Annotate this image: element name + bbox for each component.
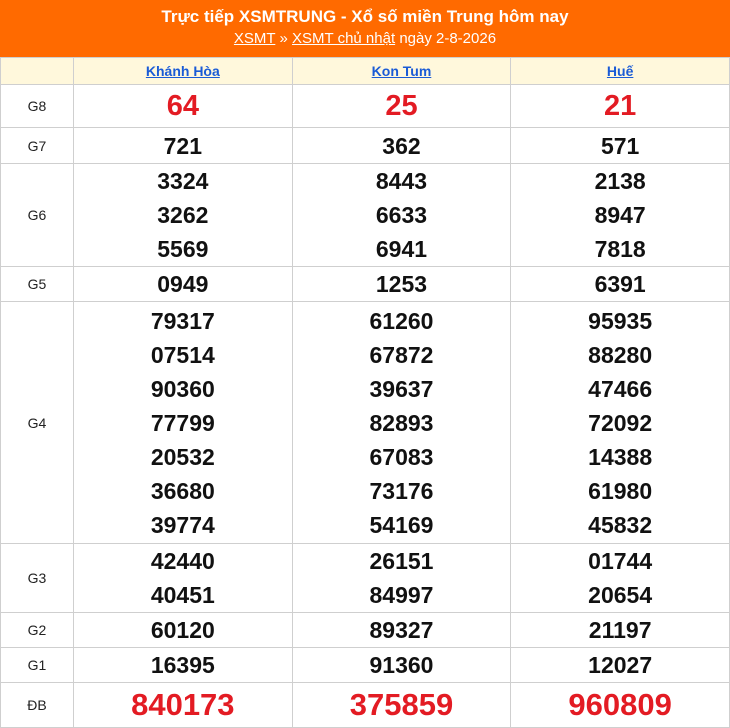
prize-cell bbox=[511, 128, 730, 164]
prize-number: 77799 bbox=[150, 409, 215, 436]
province-header bbox=[292, 58, 511, 85]
prize-number: 60120 bbox=[150, 617, 215, 643]
prize-number: 16395 bbox=[150, 652, 215, 678]
prize-number: 20532 bbox=[150, 443, 215, 470]
prize-row-db bbox=[1, 683, 730, 728]
province-link-kon-tum[interactable]: Kon Tum bbox=[371, 63, 432, 79]
prize-cell bbox=[292, 544, 511, 613]
prize-number: 721 bbox=[163, 132, 203, 159]
prize-number: 571 bbox=[600, 132, 640, 159]
prize-number: 26151 bbox=[369, 548, 434, 574]
prize-cell bbox=[511, 267, 730, 302]
prize-row-g2 bbox=[1, 613, 730, 648]
prize-number: 960809 bbox=[568, 687, 672, 722]
prize-number: 2138 bbox=[594, 168, 646, 194]
prize-number: 6633 bbox=[375, 202, 428, 228]
header-empty-cell bbox=[1, 58, 74, 85]
prize-row-g1 bbox=[1, 648, 730, 683]
prize-number: 47466 bbox=[588, 375, 653, 402]
breadcrumb-date: ngày 2-8-2026 bbox=[399, 30, 497, 47]
prize-cell bbox=[292, 648, 511, 683]
results-table bbox=[0, 57, 730, 728]
prize-label: ĐB bbox=[1, 683, 74, 728]
prize-cell bbox=[511, 85, 730, 128]
prize-number: 84997 bbox=[369, 582, 434, 608]
prize-number: 5569 bbox=[157, 236, 209, 262]
prize-number: 12027 bbox=[588, 652, 653, 678]
prize-cell bbox=[292, 267, 511, 302]
prize-number: 61260 bbox=[369, 307, 434, 334]
prize-label: G5 bbox=[1, 267, 74, 302]
prize-number: 14388 bbox=[588, 443, 653, 470]
prize-cell bbox=[292, 85, 511, 128]
prize-row-g8 bbox=[1, 85, 730, 128]
prize-number: 01744 bbox=[588, 548, 653, 574]
prize-cell bbox=[511, 648, 730, 683]
prize-cell bbox=[74, 128, 293, 164]
prize-number: 8947 bbox=[594, 202, 646, 228]
breadcrumb-link-xsmt[interactable]: XSMT bbox=[233, 30, 276, 47]
prize-label: G1 bbox=[1, 648, 74, 683]
prize-cell bbox=[511, 544, 730, 613]
prize-number: 36680 bbox=[150, 477, 215, 504]
prize-number: 39637 bbox=[369, 375, 434, 402]
page-title: Trực tiếp XSMTRUNG - Xổ số miền Trung hôm nay bbox=[161, 7, 569, 26]
prize-label: G3 bbox=[1, 544, 74, 613]
prize-number: 0949 bbox=[157, 271, 209, 297]
prize-number: 67083 bbox=[369, 443, 434, 470]
province-link-hue[interactable]: Huế bbox=[606, 63, 634, 79]
prize-number: 3324 bbox=[157, 168, 209, 194]
prize-number: 07514 bbox=[150, 341, 215, 368]
prize-cell bbox=[74, 85, 293, 128]
prize-number: 45832 bbox=[588, 511, 653, 538]
breadcrumb-link-xsmt-sunday[interactable]: XSMT chủ nhật bbox=[292, 30, 396, 47]
prize-cell bbox=[511, 683, 730, 728]
prize-number: 20654 bbox=[588, 582, 653, 608]
prize-cell bbox=[292, 302, 511, 544]
results-body bbox=[1, 85, 730, 728]
breadcrumb-separator: » bbox=[279, 30, 288, 47]
prize-number: 42440 bbox=[150, 548, 215, 574]
province-link-khanh-hoa[interactable]: Khánh Hòa bbox=[145, 63, 220, 79]
prize-row-g7 bbox=[1, 128, 730, 164]
prize-number: 89327 bbox=[369, 617, 434, 643]
prize-number: 1253 bbox=[375, 271, 428, 297]
prize-cell bbox=[511, 613, 730, 648]
prize-label: G7 bbox=[1, 128, 74, 164]
province-header bbox=[74, 58, 293, 85]
prize-number: 21 bbox=[604, 90, 637, 122]
prize-number: 79317 bbox=[150, 307, 215, 334]
prize-cell bbox=[74, 164, 293, 267]
prize-number: 6941 bbox=[375, 236, 428, 262]
prize-row-g6 bbox=[1, 164, 730, 267]
prize-row-g4 bbox=[1, 302, 730, 544]
prize-number: 91360 bbox=[369, 652, 434, 678]
prize-number: 840173 bbox=[131, 687, 235, 722]
prize-number: 40451 bbox=[150, 582, 215, 608]
prize-number: 362 bbox=[382, 132, 421, 159]
prize-cell bbox=[74, 648, 293, 683]
prize-label: G4 bbox=[1, 302, 74, 544]
prize-number: 64 bbox=[166, 90, 199, 122]
prize-number: 82893 bbox=[369, 409, 434, 436]
prize-number: 8443 bbox=[375, 168, 428, 194]
prize-number: 95935 bbox=[588, 307, 653, 334]
page-header bbox=[0, 0, 730, 57]
prize-label: G6 bbox=[1, 164, 74, 267]
prize-number: 39774 bbox=[150, 511, 215, 538]
prize-cell bbox=[292, 164, 511, 267]
prize-number: 73176 bbox=[369, 477, 434, 504]
province-header bbox=[511, 58, 730, 85]
prize-cell bbox=[74, 302, 293, 544]
table-header-row bbox=[1, 58, 730, 85]
breadcrumb bbox=[0, 29, 730, 49]
prize-number: 61980 bbox=[588, 477, 653, 504]
prize-cell bbox=[511, 164, 730, 267]
prize-cell bbox=[74, 267, 293, 302]
prize-number: 6391 bbox=[594, 271, 646, 297]
prize-cell bbox=[74, 683, 293, 728]
prize-number: 21197 bbox=[588, 617, 652, 643]
prize-cell bbox=[292, 613, 511, 648]
prize-number: 88280 bbox=[588, 341, 653, 368]
prize-cell bbox=[292, 683, 511, 728]
prize-number: 375859 bbox=[349, 687, 454, 722]
prize-cell bbox=[74, 613, 293, 648]
prize-number: 25 bbox=[385, 90, 418, 122]
prize-row-g3 bbox=[1, 544, 730, 613]
prize-number: 72092 bbox=[588, 409, 653, 436]
prize-row-g5 bbox=[1, 267, 730, 302]
prize-cell bbox=[511, 302, 730, 544]
prize-cell bbox=[74, 544, 293, 613]
prize-number: 3262 bbox=[157, 202, 209, 228]
prize-label: G2 bbox=[1, 613, 74, 648]
prize-label: G8 bbox=[1, 85, 74, 128]
prize-cell bbox=[292, 128, 511, 164]
prize-number: 7818 bbox=[594, 236, 646, 262]
prize-number: 67872 bbox=[369, 341, 434, 368]
prize-number: 54169 bbox=[369, 511, 434, 538]
prize-number: 90360 bbox=[150, 375, 215, 402]
